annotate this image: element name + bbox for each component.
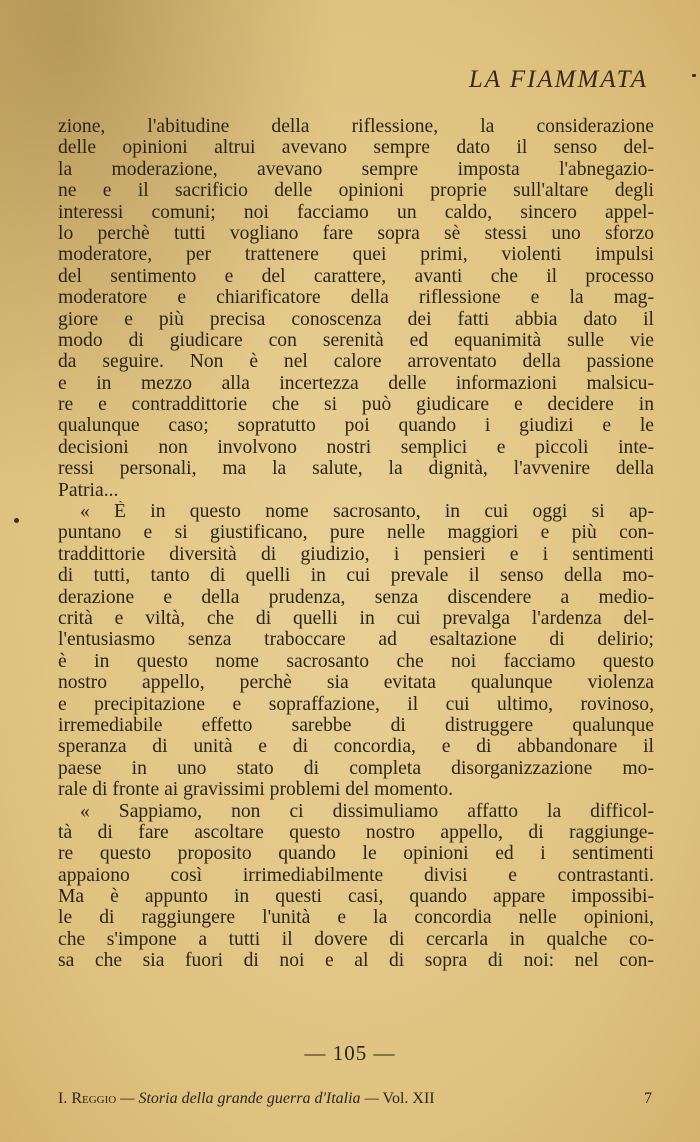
text-line: qualunque caso; sopratutto poi quando i giudizi e le — [58, 415, 654, 437]
footer-author: I. Reggio — [58, 1090, 117, 1107]
text-line: modo di giudicare con serenità ed equanimità sulle vie — [58, 329, 654, 351]
text-line: speranza di unità e di concordia, e di abbandonare il — [58, 736, 654, 758]
text-line: le di raggiungere l'unità e la concordia nelle opinioni, — [58, 907, 654, 929]
text-line: la moderazione, avevano sempre imposta l'abnegazio- — [58, 158, 654, 180]
text-line: è in questo nome sacrosanto che noi facciamo questo — [58, 650, 654, 672]
text-line: re questo proposito quando le opinioni ed i sentimenti — [58, 843, 654, 865]
footer-line — [58, 1090, 652, 1108]
text-line: rale di fronte ai gravissimi problemi del momento. — [58, 779, 454, 801]
text-line: irremediabile effetto sarebbe di distruggere qualunque — [58, 714, 654, 736]
text-line: crità e viltà, che di quelli in cui prevalga l'ardenza del- — [58, 607, 654, 629]
text-line: tà di fare ascoltare questo nostro appello, di raggiunge- — [58, 821, 654, 843]
text-line: delle opinioni altrui avevano sempre dato il senso del- — [58, 137, 654, 159]
text-line: giore e più precisa conoscenza dei fatti abbia dato il — [58, 308, 654, 330]
text-line: e in mezzo alla incertezza delle informazioni malsicu- — [58, 372, 654, 394]
text-line: appaiono così irrimediabilmente divisi e contrastanti. — [58, 864, 654, 886]
text-line: Patria... — [58, 479, 119, 501]
text-line: zione, l'abitudine della riflessione, la considerazione — [58, 116, 654, 137]
text-line: re e contraddittorie che si può giudicare e decidere in — [58, 394, 654, 416]
body-text — [58, 116, 654, 972]
running-head: LA FIAMMATA — [468, 66, 648, 93]
text-line: puntano e si giustificano, pure nelle maggiori e più con- — [58, 522, 654, 544]
text-line: moderatore e chiarificatore della riflessione e la mag- — [58, 287, 654, 309]
text-line: l'entusiasmo senza traboccare ad esaltazione di delirio; — [58, 629, 654, 651]
edge-mark — [692, 74, 696, 77]
page-number: — 105 — — [304, 1041, 396, 1065]
text-line: lo perchè tutti vogliano fare sopra sè stessi uno sforzo — [58, 222, 654, 244]
text-line: e precipitazione e sopraffazione, il cui ultimo, rovinoso, — [58, 693, 654, 715]
text-line: che s'impone a tutti il dovere di cercarla in qualche co- — [58, 928, 654, 950]
margin-dot — [14, 518, 19, 523]
text-line: sa che sia fuori di noi e al di sopra di noi: nel con- — [58, 950, 654, 972]
text-line: derazione e della prudenza, senza discendere a medio- — [58, 586, 654, 608]
text-line: Ma è appunto in questi casi, quando appare impossibi- — [58, 886, 654, 908]
footer-volume: Vol. XII — [382, 1090, 435, 1107]
text-line: « È in questo nome sacrosanto, in cui oggi si ap- — [80, 501, 654, 523]
footer-citation — [58, 1090, 435, 1108]
footer-title: — Storia della grande guerra d'Italia — — [120, 1090, 379, 1107]
text-line: paese in uno stato di completa disorganizzazione mo- — [58, 757, 654, 779]
text-line: « Sappiamo, non ci dissimuliamo affatto la difficol- — [80, 800, 654, 822]
text-line: interessi comuni; noi facciamo un caldo, sincero appel- — [58, 201, 654, 223]
text-line: del sentimento e del carattere, avanti che il processo — [58, 265, 654, 287]
footer-signature: 7 — [644, 1090, 652, 1107]
text-line: moderatore, per trattenere quei primi, violenti impulsi — [58, 244, 654, 266]
text-line: traddittorie diversità di giudizio, i pensieri e i sentimenti — [58, 543, 654, 565]
text-line: da seguire. Non è nel calore arroventato della passione — [58, 351, 654, 373]
text-line: di tutti, tanto di quelli in cui prevale il senso della mo- — [58, 565, 654, 587]
text-line: decisioni non involvono nostri semplici e piccoli inte- — [58, 436, 654, 458]
text-line: ne e il sacrificio delle opinioni proprie sull'altare degli — [58, 180, 654, 202]
text-line: nostro appello, perchè sia evitata qualunque violenza — [58, 672, 654, 694]
text-line: ressi personali, ma la salute, la dignità, l'avvenire della — [58, 458, 654, 480]
